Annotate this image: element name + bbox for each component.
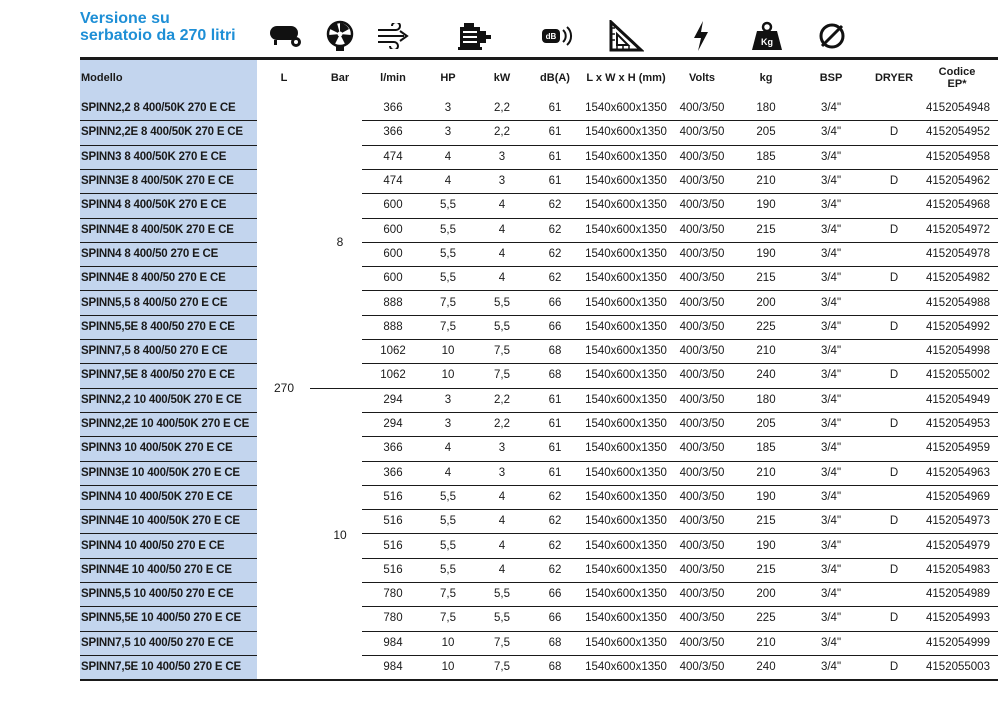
dryer-cell (868, 339, 920, 363)
code-cell: 4152054949 (926, 393, 990, 406)
weight-icon-label: Kg (761, 37, 773, 47)
header-codice-line2: EP* (947, 78, 967, 90)
dryer-cell: D (889, 563, 899, 576)
weight-cell: 240 (756, 661, 776, 674)
volts-cell: 400/3/50 (679, 223, 725, 236)
weight-cell: 215 (756, 272, 776, 285)
tank-icon (266, 18, 306, 54)
kw-cell: 3 (498, 175, 506, 188)
bsp-cell: 3/4" (820, 320, 842, 333)
hp-cell: 5,5 (440, 563, 456, 576)
volts-cell: 400/3/50 (679, 296, 725, 309)
bsp-cell: 3/4" (820, 199, 842, 212)
kw-cell: 4 (498, 272, 506, 285)
header-volts: Volts (688, 72, 716, 84)
flow-cell: 600 (383, 272, 403, 285)
code-cell: 4152054952 (926, 126, 990, 139)
pressure-10-cell: 10 (333, 527, 347, 542)
volts-cell: 400/3/50 (679, 636, 725, 649)
code-cell: 4152054953 (926, 418, 990, 431)
flow-cell: 474 (383, 175, 403, 188)
bsp-cell: 3/4" (820, 418, 842, 431)
header-dba: dB(A) (540, 72, 570, 84)
dryer-cell (868, 533, 920, 557)
noise-cell: 66 (548, 588, 562, 601)
kw-cell: 4 (498, 490, 506, 503)
kw-cell: 5,5 (494, 612, 510, 625)
kw-cell: 7,5 (494, 636, 510, 649)
kw-cell: 5,5 (494, 320, 510, 333)
code-cell: 4152054972 (926, 223, 990, 236)
flow-cell: 516 (383, 515, 403, 528)
bsp-cell: 3/4" (820, 636, 842, 649)
noise-cell: 61 (548, 126, 562, 139)
weight-cell: 210 (756, 636, 776, 649)
flow-cell: 984 (383, 636, 403, 649)
bsp-cell: 3/4" (820, 393, 842, 406)
volts-cell: 400/3/50 (679, 247, 725, 260)
code-cell: 4152054993 (926, 612, 990, 625)
model-cell: SPINN7,5 10 400/50 270 E CE (81, 636, 234, 649)
weight-cell: 180 (756, 393, 776, 406)
code-cell: 4152054968 (926, 199, 990, 212)
weight-cell: 185 (756, 150, 776, 163)
flow-cell: 366 (383, 126, 403, 139)
kw-cell: 3 (498, 150, 506, 163)
dryer-cell (868, 96, 920, 120)
weight-cell: 215 (756, 563, 776, 576)
volts-cell: 400/3/50 (679, 150, 725, 163)
flow-cell: 516 (383, 490, 403, 503)
weight-cell: 200 (756, 588, 776, 601)
header-dimensions: L x W x H (mm) (586, 72, 666, 84)
kw-cell: 4 (498, 515, 506, 528)
kw-cell: 7,5 (494, 345, 510, 358)
weight-cell: 240 (756, 369, 776, 382)
model-cell: SPINN3E 8 400/50K 270 E CE (81, 175, 234, 188)
bsp-cell: 3/4" (820, 515, 842, 528)
dimensions-cell: 1540x600x1350 (585, 661, 667, 674)
flow-cell: 600 (383, 223, 403, 236)
dimensions-cell: 1540x600x1350 (585, 418, 667, 431)
bsp-cell: 3/4" (820, 102, 842, 115)
volts-cell: 400/3/50 (679, 442, 725, 455)
dryer-cell: D (889, 223, 899, 236)
flow-cell: 516 (383, 539, 403, 552)
dryer-cell: D (889, 612, 899, 625)
noise-cell: 62 (548, 490, 562, 503)
model-cell: SPINN4 8 400/50 270 E CE (81, 247, 219, 260)
dryer-cell (868, 242, 920, 266)
code-cell: 4152054982 (926, 272, 990, 285)
voltage-icon (686, 18, 716, 54)
weight-cell: 215 (756, 223, 776, 236)
code-cell: 4152054978 (926, 247, 990, 260)
weight-cell: 205 (756, 418, 776, 431)
noise-icon (536, 18, 576, 54)
model-cell: SPINN5,5E 10 400/50 270 E CE (81, 612, 241, 625)
model-cell: SPINN7,5 8 400/50 270 E CE (81, 345, 228, 358)
dimensions-cell: 1540x600x1350 (585, 442, 667, 455)
flow-cell: 1062 (380, 345, 406, 358)
flow-cell: 984 (383, 661, 403, 674)
dryer-cell: D (889, 175, 899, 188)
header-hp: HP (440, 72, 456, 84)
noise-cell: 62 (548, 563, 562, 576)
model-cell: SPINN2,2E 8 400/50K 270 E CE (81, 126, 243, 139)
title-line-2: serbatoio da 270 litri (80, 27, 236, 44)
hp-cell: 5,5 (440, 199, 456, 212)
noise-cell: 62 (548, 199, 562, 212)
model-cell: SPINN4E 10 400/50K 270 E CE (81, 515, 240, 528)
dimensions-icon (604, 18, 648, 54)
header-dryer: DRYER (874, 72, 914, 84)
volts-cell: 400/3/50 (679, 369, 725, 382)
header-kg: kg (759, 72, 773, 84)
header-bar: Bar (330, 72, 350, 84)
weight-cell: 180 (756, 102, 776, 115)
page-title (80, 10, 270, 44)
noise-cell: 62 (548, 247, 562, 260)
fan-icon (322, 18, 358, 54)
hp-cell: 3 (444, 126, 452, 139)
weight-cell: 190 (756, 247, 776, 260)
bsp-cell: 3/4" (820, 272, 842, 285)
volts-cell: 400/3/50 (679, 175, 725, 188)
kw-cell: 4 (498, 223, 506, 236)
hp-cell: 3 (444, 393, 452, 406)
volts-cell: 400/3/50 (679, 345, 725, 358)
dimensions-cell: 1540x600x1350 (585, 466, 667, 479)
table-bottom-rule (80, 679, 998, 681)
hp-cell: 5,5 (440, 490, 456, 503)
flow-cell: 366 (383, 442, 403, 455)
header-codice (922, 60, 992, 96)
hp-cell: 10 (441, 636, 455, 649)
dryer-cell (868, 631, 920, 655)
hp-cell: 5,5 (440, 247, 456, 260)
bsp-cell: 3/4" (820, 175, 842, 188)
noise-cell: 61 (548, 175, 562, 188)
dryer-cell: D (889, 515, 899, 528)
volts-cell: 400/3/50 (679, 199, 725, 212)
dryer-cell (868, 145, 920, 169)
kw-cell: 5,5 (494, 296, 510, 309)
volts-cell: 400/3/50 (679, 515, 725, 528)
dryer-cell (868, 436, 920, 460)
header-l: L (280, 72, 288, 84)
dryer-cell: D (889, 661, 899, 674)
noise-cell: 62 (548, 272, 562, 285)
weight-cell: 205 (756, 126, 776, 139)
bsp-cell: 3/4" (820, 150, 842, 163)
dryer-cell (868, 582, 920, 606)
dryer-cell: D (889, 126, 899, 139)
bsp-cell: 3/4" (820, 369, 842, 382)
kw-cell: 2,2 (494, 418, 510, 431)
dimensions-cell: 1540x600x1350 (585, 515, 667, 528)
bsp-cell: 3/4" (820, 661, 842, 674)
model-cell: SPINN7,5E 8 400/50 270 E CE (81, 369, 235, 382)
hp-cell: 4 (444, 175, 452, 188)
hp-cell: 4 (444, 150, 452, 163)
dimensions-cell: 1540x600x1350 (585, 150, 667, 163)
noise-cell: 66 (548, 612, 562, 625)
bsp-cell: 3/4" (820, 588, 842, 601)
model-cell: SPINN4E 8 400/50 270 E CE (81, 272, 226, 285)
noise-cell: 68 (548, 369, 562, 382)
hp-cell: 5,5 (440, 539, 456, 552)
hp-cell: 10 (441, 369, 455, 382)
flow-cell: 600 (383, 247, 403, 260)
code-cell: 4152054958 (926, 150, 990, 163)
header-kw: kW (493, 72, 511, 84)
dimensions-cell: 1540x600x1350 (585, 126, 667, 139)
noise-cell: 61 (548, 393, 562, 406)
model-cell: SPINN4E 8 400/50K 270 E CE (81, 223, 234, 236)
volts-cell: 400/3/50 (679, 539, 725, 552)
code-cell: 4152055002 (926, 369, 990, 382)
noise-cell: 61 (548, 442, 562, 455)
hp-cell: 7,5 (440, 588, 456, 601)
hp-cell: 7,5 (440, 612, 456, 625)
flow-cell: 516 (383, 563, 403, 576)
hp-cell: 3 (444, 418, 452, 431)
dimensions-cell: 1540x600x1350 (585, 393, 667, 406)
model-cell: SPINN2,2 10 400/50K 270 E CE (81, 393, 242, 406)
hp-cell: 7,5 (440, 296, 456, 309)
model-cell: SPINN3 10 400/50K 270 E CE (81, 442, 233, 455)
dryer-cell: D (889, 272, 899, 285)
weight-cell: 225 (756, 320, 776, 333)
weight-cell: 210 (756, 466, 776, 479)
code-cell: 4152054963 (926, 466, 990, 479)
bsp-cell: 3/4" (820, 223, 842, 236)
hp-cell: 5,5 (440, 223, 456, 236)
dimensions-cell: 1540x600x1350 (585, 636, 667, 649)
code-cell: 4152054969 (926, 490, 990, 503)
dryer-cell (868, 485, 920, 509)
bsp-cell: 3/4" (820, 539, 842, 552)
noise-cell: 62 (548, 539, 562, 552)
header-lmin: l/min (380, 72, 406, 84)
code-cell: 4152054948 (926, 102, 990, 115)
volts-cell: 400/3/50 (679, 126, 725, 139)
title-line-1: Versione su (80, 10, 170, 27)
weight-cell: 190 (756, 199, 776, 212)
noise-cell: 68 (548, 636, 562, 649)
code-cell: 4152054959 (926, 442, 990, 455)
dimensions-cell: 1540x600x1350 (585, 345, 667, 358)
dryer-cell: D (889, 466, 899, 479)
flow-cell: 1062 (380, 369, 406, 382)
volts-cell: 400/3/50 (679, 272, 725, 285)
kw-cell: 2,2 (494, 126, 510, 139)
hp-cell: 4 (444, 466, 452, 479)
volts-cell: 400/3/50 (679, 563, 725, 576)
kw-cell: 4 (498, 247, 506, 260)
volts-cell: 400/3/50 (679, 320, 725, 333)
flow-cell: 366 (383, 466, 403, 479)
dryer-cell (868, 193, 920, 217)
volts-cell: 400/3/50 (679, 588, 725, 601)
hp-cell: 5,5 (440, 515, 456, 528)
noise-cell: 61 (548, 150, 562, 163)
dimensions-cell: 1540x600x1350 (585, 296, 667, 309)
hp-cell: 10 (441, 345, 455, 358)
code-cell: 4152054962 (926, 175, 990, 188)
model-cell: SPINN5,5 10 400/50 270 E CE (81, 588, 234, 601)
flow-cell: 294 (383, 418, 403, 431)
model-cell: SPINN4E 10 400/50 270 E CE (81, 563, 232, 576)
header-bsp: BSP (819, 72, 843, 84)
kw-cell: 4 (498, 563, 506, 576)
bsp-cell: 3/4" (820, 612, 842, 625)
weight-cell: 225 (756, 612, 776, 625)
bsp-cell: 3/4" (820, 442, 842, 455)
noise-cell: 66 (548, 296, 562, 309)
weight-cell: 215 (756, 515, 776, 528)
model-cell: SPINN5,5 8 400/50 270 E CE (81, 296, 228, 309)
dimensions-cell: 1540x600x1350 (585, 102, 667, 115)
diameter-icon (812, 18, 852, 54)
code-cell: 4152054988 (926, 296, 990, 309)
kw-cell: 5,5 (494, 588, 510, 601)
code-cell: 4152054979 (926, 539, 990, 552)
flow-cell: 366 (383, 102, 403, 115)
kw-cell: 7,5 (494, 369, 510, 382)
code-cell: 4152054999 (926, 636, 990, 649)
bsp-cell: 3/4" (820, 563, 842, 576)
motor-icon (454, 18, 494, 54)
noise-cell: 62 (548, 515, 562, 528)
dimensions-cell: 1540x600x1350 (585, 539, 667, 552)
bsp-cell: 3/4" (820, 247, 842, 260)
pressure-8-cell: 8 (336, 235, 344, 249)
dryer-cell: D (889, 418, 899, 431)
kw-cell: 3 (498, 466, 506, 479)
flow-cell: 780 (383, 612, 403, 625)
bsp-cell: 3/4" (820, 466, 842, 479)
bsp-cell: 3/4" (820, 296, 842, 309)
hp-cell: 7,5 (440, 320, 456, 333)
kw-cell: 4 (498, 199, 506, 212)
dimensions-cell: 1540x600x1350 (585, 588, 667, 601)
flow-cell: 474 (383, 150, 403, 163)
weight-cell: 190 (756, 539, 776, 552)
noise-cell: 68 (548, 345, 562, 358)
flow-cell: 888 (383, 320, 403, 333)
dimensions-cell: 1540x600x1350 (585, 199, 667, 212)
dryer-cell: D (889, 320, 899, 333)
kw-cell: 7,5 (494, 661, 510, 674)
dimensions-cell: 1540x600x1350 (585, 369, 667, 382)
code-cell: 4152054992 (926, 320, 990, 333)
noise-cell: 62 (548, 223, 562, 236)
code-cell: 4152055003 (926, 661, 990, 674)
code-cell: 4152054989 (926, 588, 990, 601)
dimensions-cell: 1540x600x1350 (585, 247, 667, 260)
bsp-cell: 3/4" (820, 126, 842, 139)
volts-cell: 400/3/50 (679, 418, 725, 431)
dryer-cell (868, 388, 920, 412)
model-cell: SPINN2,2 8 400/50K 270 E CE (81, 102, 236, 115)
weight-icon (747, 18, 787, 54)
airflow-icon (374, 18, 414, 54)
dimensions-cell: 1540x600x1350 (585, 320, 667, 333)
tank-volume-cell: 270 (273, 381, 295, 395)
model-cell: SPINN4 10 400/50 270 E CE (81, 539, 225, 552)
dimensions-cell: 1540x600x1350 (585, 563, 667, 576)
hp-cell: 5,5 (440, 272, 456, 285)
volts-cell: 400/3/50 (679, 661, 725, 674)
hp-cell: 4 (444, 442, 452, 455)
header-codice-line1: Codice (938, 66, 976, 78)
volts-cell: 400/3/50 (679, 466, 725, 479)
flow-cell: 294 (383, 393, 403, 406)
bsp-cell: 3/4" (820, 345, 842, 358)
weight-cell: 210 (756, 175, 776, 188)
kw-cell: 3 (498, 442, 506, 455)
volts-cell: 400/3/50 (679, 612, 725, 625)
kw-cell: 2,2 (494, 102, 510, 115)
header-modello: Modello (81, 72, 123, 84)
hp-cell: 10 (441, 661, 455, 674)
flow-cell: 780 (383, 588, 403, 601)
dimensions-cell: 1540x600x1350 (585, 223, 667, 236)
weight-cell: 210 (756, 345, 776, 358)
weight-cell: 190 (756, 490, 776, 503)
model-cell: SPINN2,2E 10 400/50K 270 E CE (81, 418, 250, 431)
kw-cell: 2,2 (494, 393, 510, 406)
model-cell: SPINN4 10 400/50K 270 E CE (81, 490, 233, 503)
model-cell: SPINN4 8 400/50K 270 E CE (81, 199, 227, 212)
noise-cell: 61 (548, 418, 562, 431)
model-cell: SPINN5,5E 8 400/50 270 E CE (81, 320, 235, 333)
bsp-cell: 3/4" (820, 490, 842, 503)
noise-icon-label: dB (545, 32, 557, 41)
noise-cell: 61 (548, 102, 562, 115)
model-cell: SPINN3 8 400/50K 270 E CE (81, 150, 227, 163)
code-cell: 4152054998 (926, 345, 990, 358)
model-cell: SPINN3E 10 400/50K 270 E CE (81, 466, 240, 479)
noise-cell: 68 (548, 661, 562, 674)
dryer-cell (868, 290, 920, 314)
code-cell: 4152054973 (926, 515, 990, 528)
code-cell: 4152054983 (926, 563, 990, 576)
dryer-cell: D (889, 369, 899, 382)
dimensions-cell: 1540x600x1350 (585, 490, 667, 503)
dimensions-cell: 1540x600x1350 (585, 272, 667, 285)
volts-cell: 400/3/50 (679, 490, 725, 503)
volts-cell: 400/3/50 (679, 393, 725, 406)
dimensions-cell: 1540x600x1350 (585, 175, 667, 188)
hp-cell: 3 (444, 102, 452, 115)
noise-cell: 61 (548, 466, 562, 479)
noise-cell: 66 (548, 320, 562, 333)
volts-cell: 400/3/50 (679, 102, 725, 115)
flow-cell: 600 (383, 199, 403, 212)
dimensions-cell: 1540x600x1350 (585, 612, 667, 625)
model-cell: SPINN7,5E 10 400/50 270 E CE (81, 661, 241, 674)
weight-cell: 200 (756, 296, 776, 309)
kw-cell: 4 (498, 539, 506, 552)
flow-cell: 888 (383, 296, 403, 309)
weight-cell: 185 (756, 442, 776, 455)
